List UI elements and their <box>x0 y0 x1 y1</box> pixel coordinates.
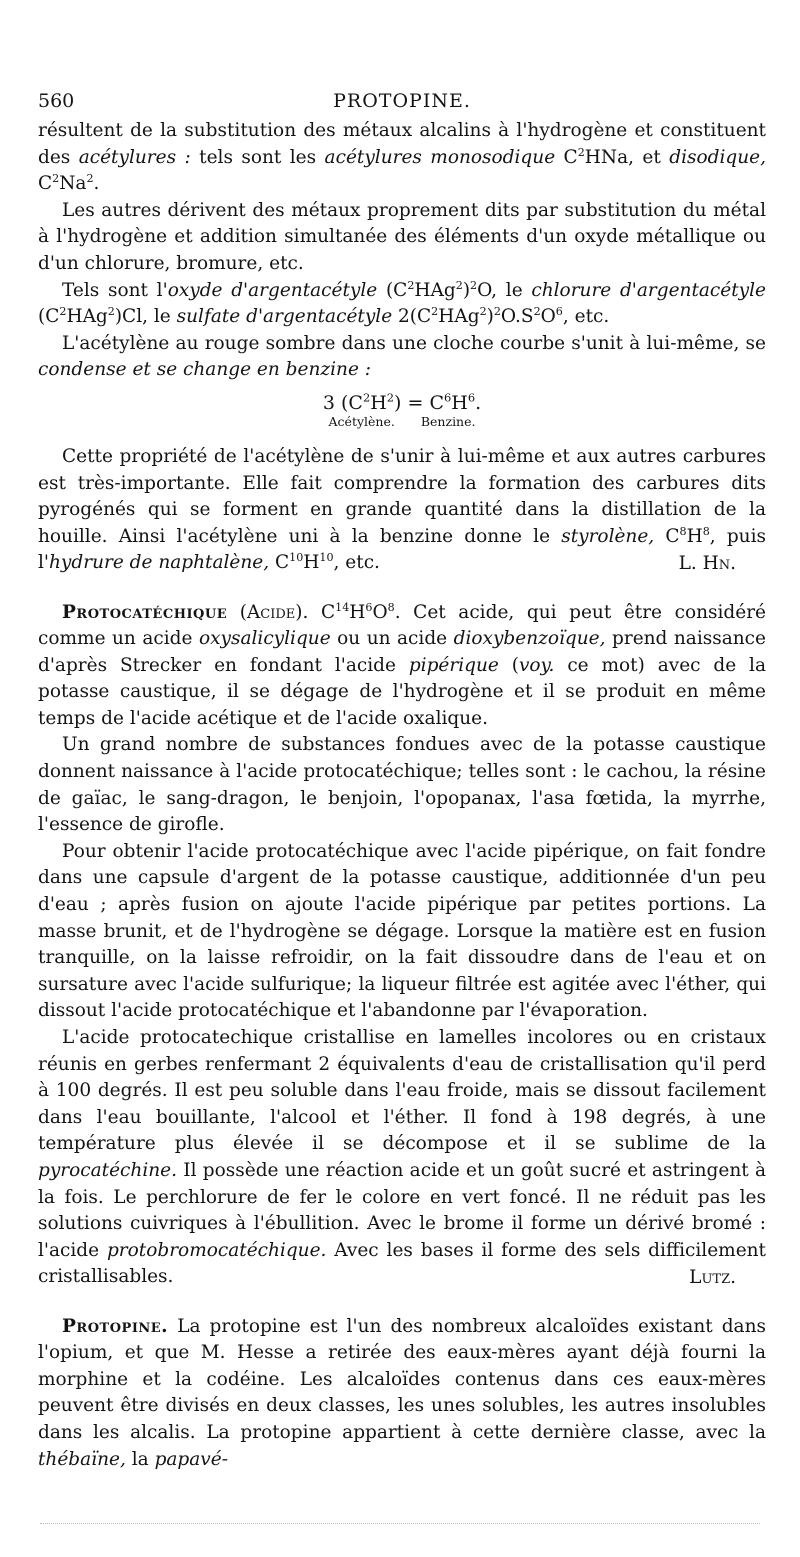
paragraph: L'acide protocatechique cristallise en lamelles incolores ou en cristaux réunis en gerbes renfermant 2 équivalents d'eau de cristallisation qu'il perd à 100 degrés. Il est peu soluble dans l'eau froide, mais se dissout facilement dans l'eau bouillante, l'alcool et l'éther. Il fond à 198 degrés, à une température plus élevée il se décompose et il se sublime de la pyrocatéchine. Il possède une réaction acide et un goût sucré et astringent à la fois. Le perchlorure de fer le colore en vert foncé. Il ne réduit pas les solutions cuivriques à l'ébullition. Avec le brome il forme un dérivé bromé : l'acide protobromocatéchique. Avec les bases il forme des sels difficilement cristallisables. <box>38 1027 766 1288</box>
footer-rule <box>40 1523 760 1524</box>
entry-heading-qualifier: (Acide). <box>227 601 309 623</box>
running-title: PROTOPINE. <box>333 90 471 112</box>
author-signature: L. Hn. <box>678 552 736 574</box>
chemical-equation: 3 $(C^2H^2) = C^6H^6$. <box>322 390 482 414</box>
body-text <box>38 118 766 1473</box>
entry-protopine <box>38 1314 766 1474</box>
paragraph: Un grand nombre de substances fondues avec de la potasse caustique donnent naissance à l'acide protocatéchique; telles sont : le cachou, la résine de gaïac, le sang-dragon, le benjoin, l'opopanax, l'asa fœtida, la myrrhe, l'essence de girofle. <box>38 734 766 836</box>
paragraph: Cette propriété de l'acétylène de s'unir à lui-même et aux autres carbures est très-importante. Elle fait comprendre la formation des carbures dits pyrogénés qui se forment en grande quantité dans la distillation de la houille. Ainsi l'acétylène uni à la benzine donne le styrolène, $C^8H^8$, puis l'hydrure de naphtalène, $C^{10}H^{10}$, etc. <box>38 445 766 574</box>
equation-label-acetylene: Acétylène. <box>328 413 395 429</box>
entry-heading: Protocatéchique <box>62 601 228 623</box>
paragraph-fragment: La protopine est l'un des nombreux alcaloïdes existant dans l'opium, et que M. Hesse a retirée des eaux-mères ayant déjà fourni la morphine et la codéine. Les alcaloïdes contenus dans ces eaux-mères peuvent être divisés en deux classes, les unes solubles, les autres insolubles dans les alcalis. La protopine appartient à cette dernière classe, avec la thébaïne, la papavé- <box>38 1315 766 1470</box>
page-header <box>38 90 766 112</box>
paragraph-fragment: $C^{14}H^6O^8$. Cet acide, qui peut être considéré comme un acide oxysalicylique ou un acide dioxybenzoïque, prend naissance d'après Strecker en fondant l'acide pipérique (voy. ce mot) avec de la potasse caustique, il se dégage de l'hydrogène et il se produit en même temps de l'acide acétique et de l'acide oxalique. <box>38 600 766 729</box>
entry-protocatechique <box>38 600 766 733</box>
paragraph: Pour obtenir l'acide protocatéchique avec l'acide pipérique, on fait fondre dans une capsule d'argent de la potasse caustique, additionnée d'un peu d'eau ; après fusion on ajoute l'acide pipérique par petites portions. La masse brunit, et de l'hydrogène se dégage. Lorsque la matière est en fusion tranquille, on la laisse refroidir, on la fait dissoudre dans de l'eau et on sursature avec l'acide sulfurique; la liqueur filtrée est agitée avec l'éther, qui dissout l'acide protocatéchique et l'abandonne par l'évaporation. <box>38 840 766 1022</box>
equation-label-benzine: Benzine. <box>420 413 476 429</box>
paragraph: Tels sont l'oxyde d'argentacétyle $(C^2HAg^2)^2O$, le chlorure d'argentacétyle $(C^2HAg^2)Cl$, le sulfate d'argentacétyle $2(C^2HAg^2)^2O.S^2O^6$, etc. <box>38 278 766 328</box>
entry-heading: Protopine. <box>62 1315 169 1337</box>
paragraph: Les autres dérivent des métaux proprement dits par substitution du métal à l'hydrogène et addition simultanée des éléments d'un oxyde métallique ou d'un chlorure, bromure, etc. <box>38 199 766 274</box>
paragraph: résultent de la substitution des métaux alcalins à l'hydrogène et constituent des acétylures : tels sont les acétylures monosodique $C^2HNa$, et disodique, $C^2Na^2$. <box>38 120 766 195</box>
equation-labels <box>38 414 766 430</box>
paragraph: L'acétylène au rouge sombre dans une cloche courbe s'unit à lui-même, se condense et se change en benzine : <box>38 332 766 381</box>
author-signature: Lutz. <box>689 1266 736 1288</box>
page-number: 560 <box>38 90 75 112</box>
